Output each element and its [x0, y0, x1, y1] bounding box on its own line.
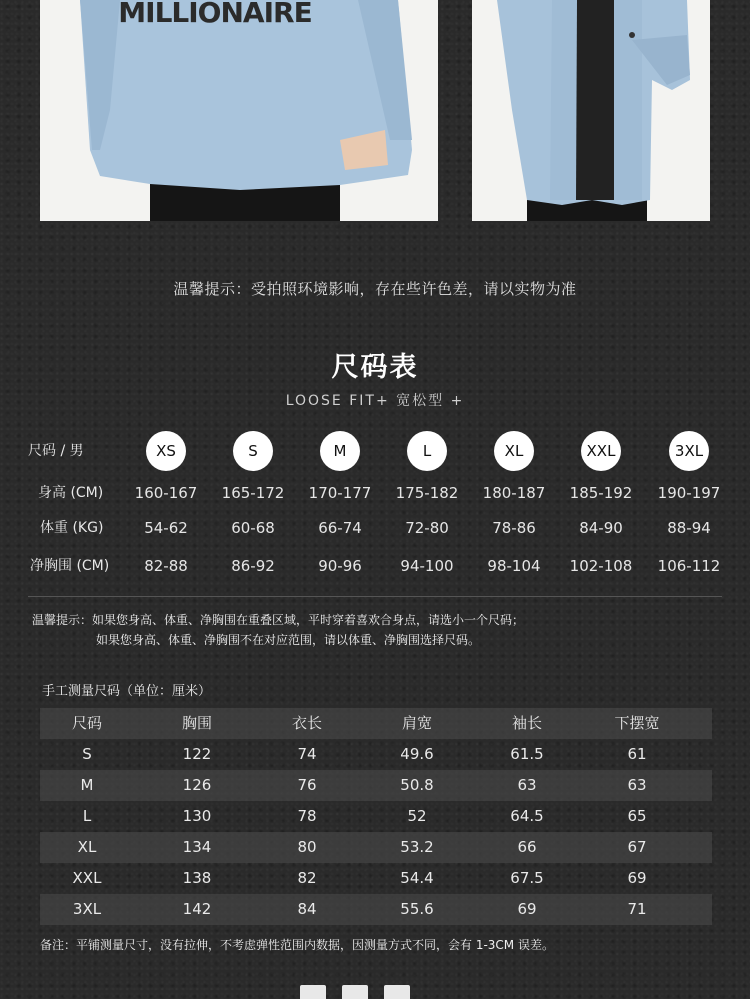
- measurement-note: 备注：平铺测量尺寸，没有拉伸，不考虑弹性范围内数据，因测量方式不同，会有 1-3CM 误差。: [40, 938, 554, 952]
- table-cell: 69: [517, 900, 537, 918]
- size-row: [0, 436, 750, 466]
- table-cell: 67.5: [510, 869, 544, 887]
- table-cell: S: [82, 745, 92, 763]
- weight-cell: 88-94: [667, 519, 711, 537]
- height-cell: 180-187: [482, 484, 546, 502]
- table-cell: 61.5: [510, 745, 544, 763]
- product-photo-front: [472, 0, 710, 221]
- color-notice: 温馨提示：受拍照环境影响，存在些许色差，请以实物为准: [173, 280, 577, 298]
- fit-subtitle: LOOSE FIT+ 宽松型 +: [285, 393, 465, 409]
- size-badge-xl: XL: [494, 431, 534, 471]
- size-tips: [32, 610, 524, 650]
- table-row: [40, 770, 712, 801]
- weight-cell: 84-90: [579, 519, 623, 537]
- column-header: 衣长: [291, 714, 322, 732]
- column-header: 胸围: [181, 714, 212, 732]
- table-cell: 142: [182, 900, 212, 918]
- table-cell: 61: [627, 745, 647, 763]
- weight-cell: 54-62: [144, 519, 188, 537]
- table-cell: 49.6: [400, 745, 434, 763]
- table-cell: 63: [517, 776, 537, 794]
- heading-glyph-fragment: [384, 985, 410, 999]
- table-row: [40, 801, 712, 832]
- height-cell: 190-197: [657, 484, 721, 502]
- weight-cell: 78-86: [492, 519, 536, 537]
- height-cell: 185-192: [569, 484, 633, 502]
- table-cell: 50.8: [400, 776, 434, 794]
- table-cell: 54.4: [400, 869, 434, 887]
- table-cell: 80: [297, 838, 317, 856]
- table-cell: 67: [627, 838, 647, 856]
- height-cell: 165-172: [221, 484, 285, 502]
- weight-cell: 60-68: [231, 519, 275, 537]
- weight-cell: 72-80: [405, 519, 449, 537]
- size-row-label: 尺码 / 男: [28, 443, 84, 459]
- chest-cell: 94-100: [400, 557, 454, 575]
- table-row: [40, 832, 712, 863]
- table-cell: 53.2: [400, 838, 434, 856]
- table-cell: XL: [77, 838, 97, 856]
- height-row-label: 身高 (CM): [38, 485, 104, 501]
- table-cell: 78: [297, 807, 317, 825]
- chest-cell: 102-108: [569, 557, 633, 575]
- table-row: [40, 863, 712, 894]
- weight-cell: 66-74: [318, 519, 362, 537]
- table-cell: 76: [297, 776, 317, 794]
- height-cell: 175-182: [395, 484, 459, 502]
- table-cell: 122: [182, 745, 212, 763]
- size-badge-xs: XS: [146, 431, 186, 471]
- tips-line-2: 如果您身高、体重、净胸围不在对应范围，请以体重、净胸围选择尺码。: [96, 633, 481, 647]
- column-header: 尺码: [71, 714, 102, 732]
- size-badge-xxl: XXL: [581, 431, 621, 471]
- next-section-heading-fragment: [300, 985, 450, 999]
- table-cell: 65: [627, 807, 647, 825]
- size-badge-l: L: [407, 431, 447, 471]
- table-cell: M: [80, 776, 94, 794]
- column-header: 肩宽: [401, 714, 432, 732]
- height-cell: 170-177: [308, 484, 372, 502]
- section-divider: [28, 596, 722, 597]
- table-cell: 63: [627, 776, 647, 794]
- size-badge-m: M: [320, 431, 360, 471]
- weight-row-label: 体重 (KG): [40, 520, 104, 536]
- table-cell: 52: [407, 807, 427, 825]
- page-title: 尺码表: [331, 352, 419, 383]
- table-cell: 82: [297, 869, 317, 887]
- table-cell: 138: [182, 869, 212, 887]
- back-print-text: MILLIONAIRE: [118, 0, 312, 29]
- table-cell: XXL: [72, 869, 102, 887]
- table-cell: 74: [297, 745, 317, 763]
- tips-line-1: 温馨提示：如果您身高、体重、净胸围在重叠区域，平时穿着喜欢合身点，请选小一个尺码；: [32, 613, 525, 627]
- column-header: 下摆宽: [614, 714, 660, 732]
- size-badge-3xl: 3XL: [669, 431, 709, 471]
- chest-cell: 82-88: [144, 557, 188, 575]
- size-badge-s: S: [233, 431, 273, 471]
- table-cell: 64.5: [510, 807, 544, 825]
- chest-cell: 98-104: [487, 557, 541, 575]
- table-header-row: [40, 708, 712, 739]
- table-row: [40, 739, 712, 770]
- measure-table-title: 手工测量尺码（单位：厘米）: [42, 684, 212, 699]
- chest-cell: 90-96: [318, 557, 362, 575]
- table-cell: 84: [297, 900, 317, 918]
- chest-row: [0, 551, 750, 581]
- table-cell: 126: [182, 776, 212, 794]
- height-cell: 160-167: [134, 484, 198, 502]
- column-header: 袖长: [511, 714, 542, 732]
- table-cell: 71: [627, 900, 647, 918]
- table-cell: 55.6: [400, 900, 434, 918]
- table-cell: 3XL: [72, 900, 102, 918]
- table-cell: 130: [182, 807, 212, 825]
- height-row: [0, 478, 750, 508]
- chest-row-label: 净胸围 (CM): [30, 558, 110, 574]
- table-cell: L: [82, 807, 92, 825]
- table-cell: 66: [517, 838, 537, 856]
- product-photo-back: [40, 0, 438, 221]
- table-cell: 134: [182, 838, 212, 856]
- heading-glyph-fragment: [300, 985, 326, 999]
- heading-glyph-fragment: [342, 985, 368, 999]
- weight-row: [0, 513, 750, 543]
- table-cell: 69: [627, 869, 647, 887]
- table-row: [40, 894, 712, 925]
- chest-cell: 106-112: [657, 557, 721, 575]
- chest-cell: 86-92: [231, 557, 275, 575]
